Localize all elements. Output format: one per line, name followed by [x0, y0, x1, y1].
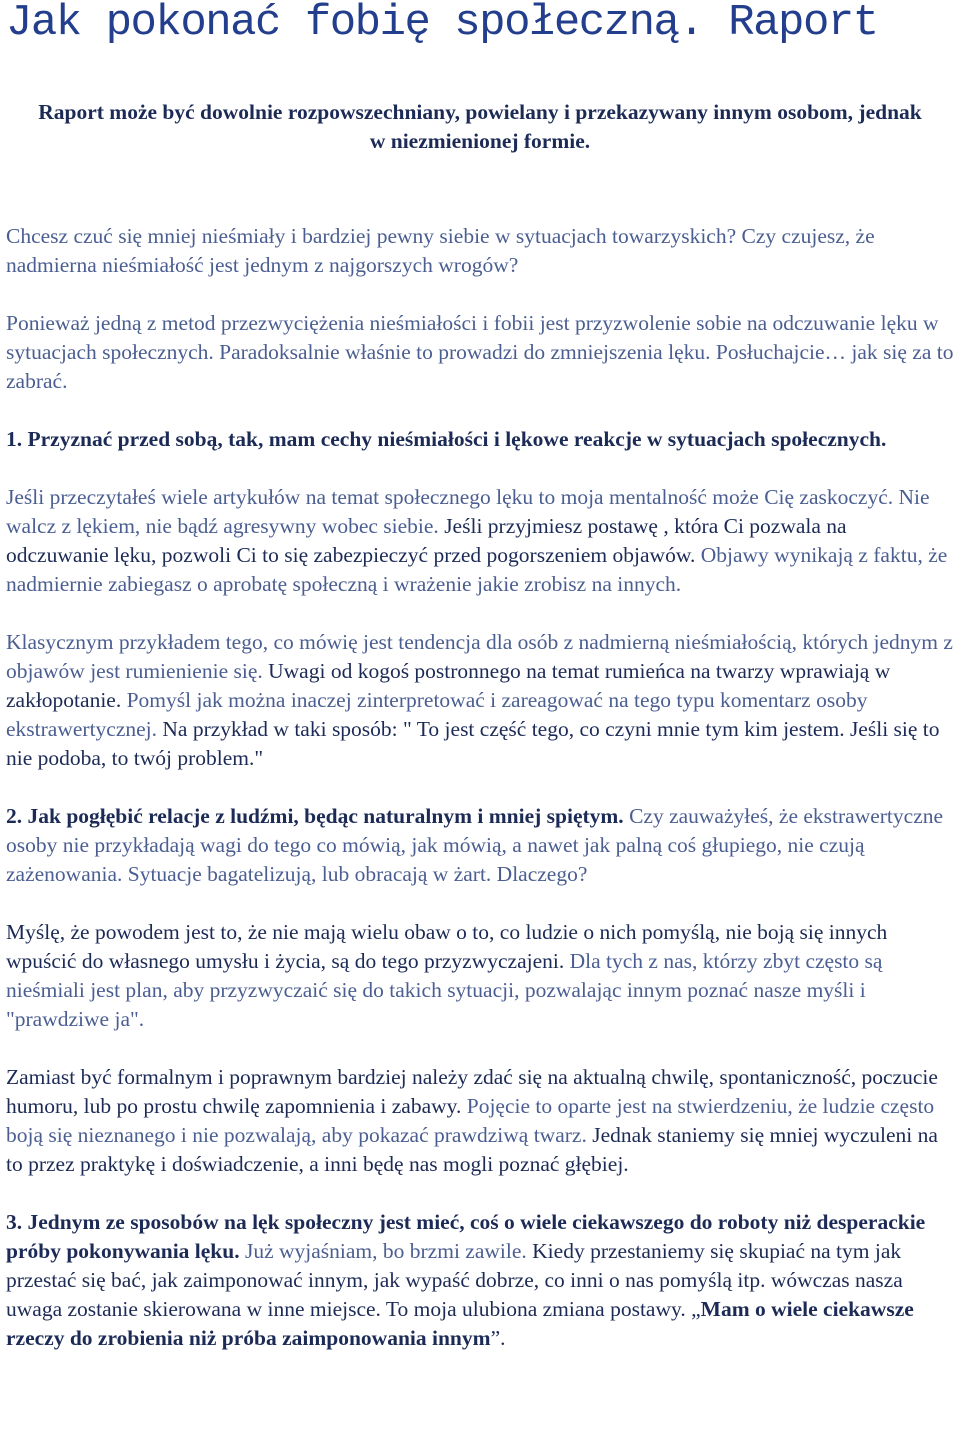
text-run: Dla tych z nas, którzy zbyt często są nieśmiali jest plan, aby przyzwyczaić się do takich sytuacji, pozwalając innym poznać nasze myśli i "prawdziwe ja". — [6, 949, 883, 1031]
section-3-heading: 3. Jednym ze sposobów na lęk społeczny jest mieć, coś o wiele ciekawszego do roboty niż desperackie próby pokonywania lęku. — [6, 1210, 926, 1263]
quote-close-mark: ”. — [490, 1326, 506, 1350]
text-run: Jednak staniemy się mniej wyczuleni na to przez praktykę i doświadczenie, a inni będę nas mogli poznać głębiej. — [6, 1123, 938, 1176]
text-run: Kiedy przestaniemy się skupiać na tym jak przestać się bać, jak zaimponować innym, jak wypaść dobrze, co inni o nas pomyślą itp. wówczas nasza uwaga zostanie skierowana w inne miejsce. To moja ulubiona zmiana postawy. — [6, 1239, 903, 1321]
text-run: Jeśli przyjmiesz postawę , która Ci pozwala na odczuwanie lęku, pozwoli Ci to się zabezpieczyć przed pogorszeniem objawów. — [6, 514, 847, 567]
section-2-paragraph-3 — [6, 1063, 954, 1179]
section-3-paragraph-1 — [6, 1208, 954, 1353]
text-run: Klasycznym przykładem tego, co mówię jest tendencja dla osób z nadmierną nieśmiałością, których jednym z objawów jest rumienienie się. — [6, 630, 953, 683]
quote-open-mark: „ — [691, 1297, 701, 1321]
section-2-heading: 2. Jak pogłębić relacje z ludźmi, będąc naturalnym i mniej spiętym. — [6, 804, 624, 828]
bold-quote: Mam o wiele ciekawsze rzeczy do zrobienia niż próba zaimponowania innym — [6, 1297, 914, 1350]
section-1-heading: 1. Przyznać przed sobą, tak, mam cechy nieśmiałości i lękowe reakcje w sytuacjach społecznych. — [6, 427, 887, 451]
section-1-paragraph-1 — [6, 483, 954, 599]
section-2-paragraph-1 — [6, 802, 954, 889]
copyright-notice: Raport może być dowolnie rozpowszechniany, powielany i przekazywany innym osobom, jednak w niezmienionej formie. — [38, 100, 922, 153]
text-run: Jeśli przeczytałeś wiele artykułów na temat społecznego lęku to moja mentalność może Cię zaskoczyć. Nie walcz z lękiem, nie bądź agresywny wobec siebie. — [6, 485, 930, 538]
section-2-paragraph-2 — [6, 918, 954, 1034]
intro-paragraph-2: Ponieważ jedną z metod przezwyciężenia nieśmiałości i fobii jest przyzwolenie sobie na odczuwanie lęku w sytuacjach społecznych. Paradoksalnie właśnie to prowadzi do zmniejszenia lęku. Posłuchajcie… jak się za to zabrać. — [6, 311, 954, 393]
text-run: Już wyjaśniam, bo brzmi zawile. — [239, 1239, 527, 1263]
text-run: Pomyśl jak można inaczej zinterpretować i zareagować na tego typu komentarz osoby ekstrawertycznej. — [6, 688, 868, 741]
section-1-paragraph-2 — [6, 628, 954, 773]
text-run: Objawy wynikają z faktu, że nadmiernie zabiegasz o aprobatę społeczną i wrażenie jakie zrobisz na innych. — [6, 543, 948, 596]
text-run: Na przykład w taki sposób: " To jest część tego, co czyni mnie tym kim jestem. Jeśli się to nie podoba, to twój problem." — [6, 717, 940, 770]
text-run: Myślę, że powodem jest to, że nie mają wielu obaw o to, co ludzie o nich pomyślą, nie boją się innych wpuścić do własnego umysłu i życia, są do tego przyzwyczajeni. — [6, 920, 888, 973]
text-run: Czy zauważyłeś, że ekstrawertyczne osoby nie przykładają wagi do tego co mówią, jak mówią, a nawet jak palną coś głupiego, nie czują zażenowania. Sytuacje bagatelizują, lub obracają w żart. Dlaczego? — [6, 804, 944, 886]
text-run: Uwagi od kogoś postronnego na temat rumieńca na twarzy wprawiają w zakłopotanie. — [6, 659, 891, 712]
text-run: Zamiast być formalnym i poprawnym bardziej należy zdać się na aktualną chwilę, spontaniczność, poczucie humoru, lub po prostu chwilę zapomnienia i zabawy. — [6, 1065, 938, 1118]
intro-paragraph-1: Chcesz czuć się mniej nieśmiały i bardziej pewny siebie w sytuacjach towarzyskich? Czy czujesz, że nadmierna nieśmiałość jest jednym z najgorszych wrogów? — [6, 224, 875, 277]
text-run: Pojęcie to oparte jest na stwierdzeniu, że ludzie często boją się nieznanego i nie pozwalają, aby pokazać prawdziwą twarz. — [6, 1094, 935, 1147]
page-title: Jak pokonać fobię społeczną. Raport — [6, 0, 878, 48]
